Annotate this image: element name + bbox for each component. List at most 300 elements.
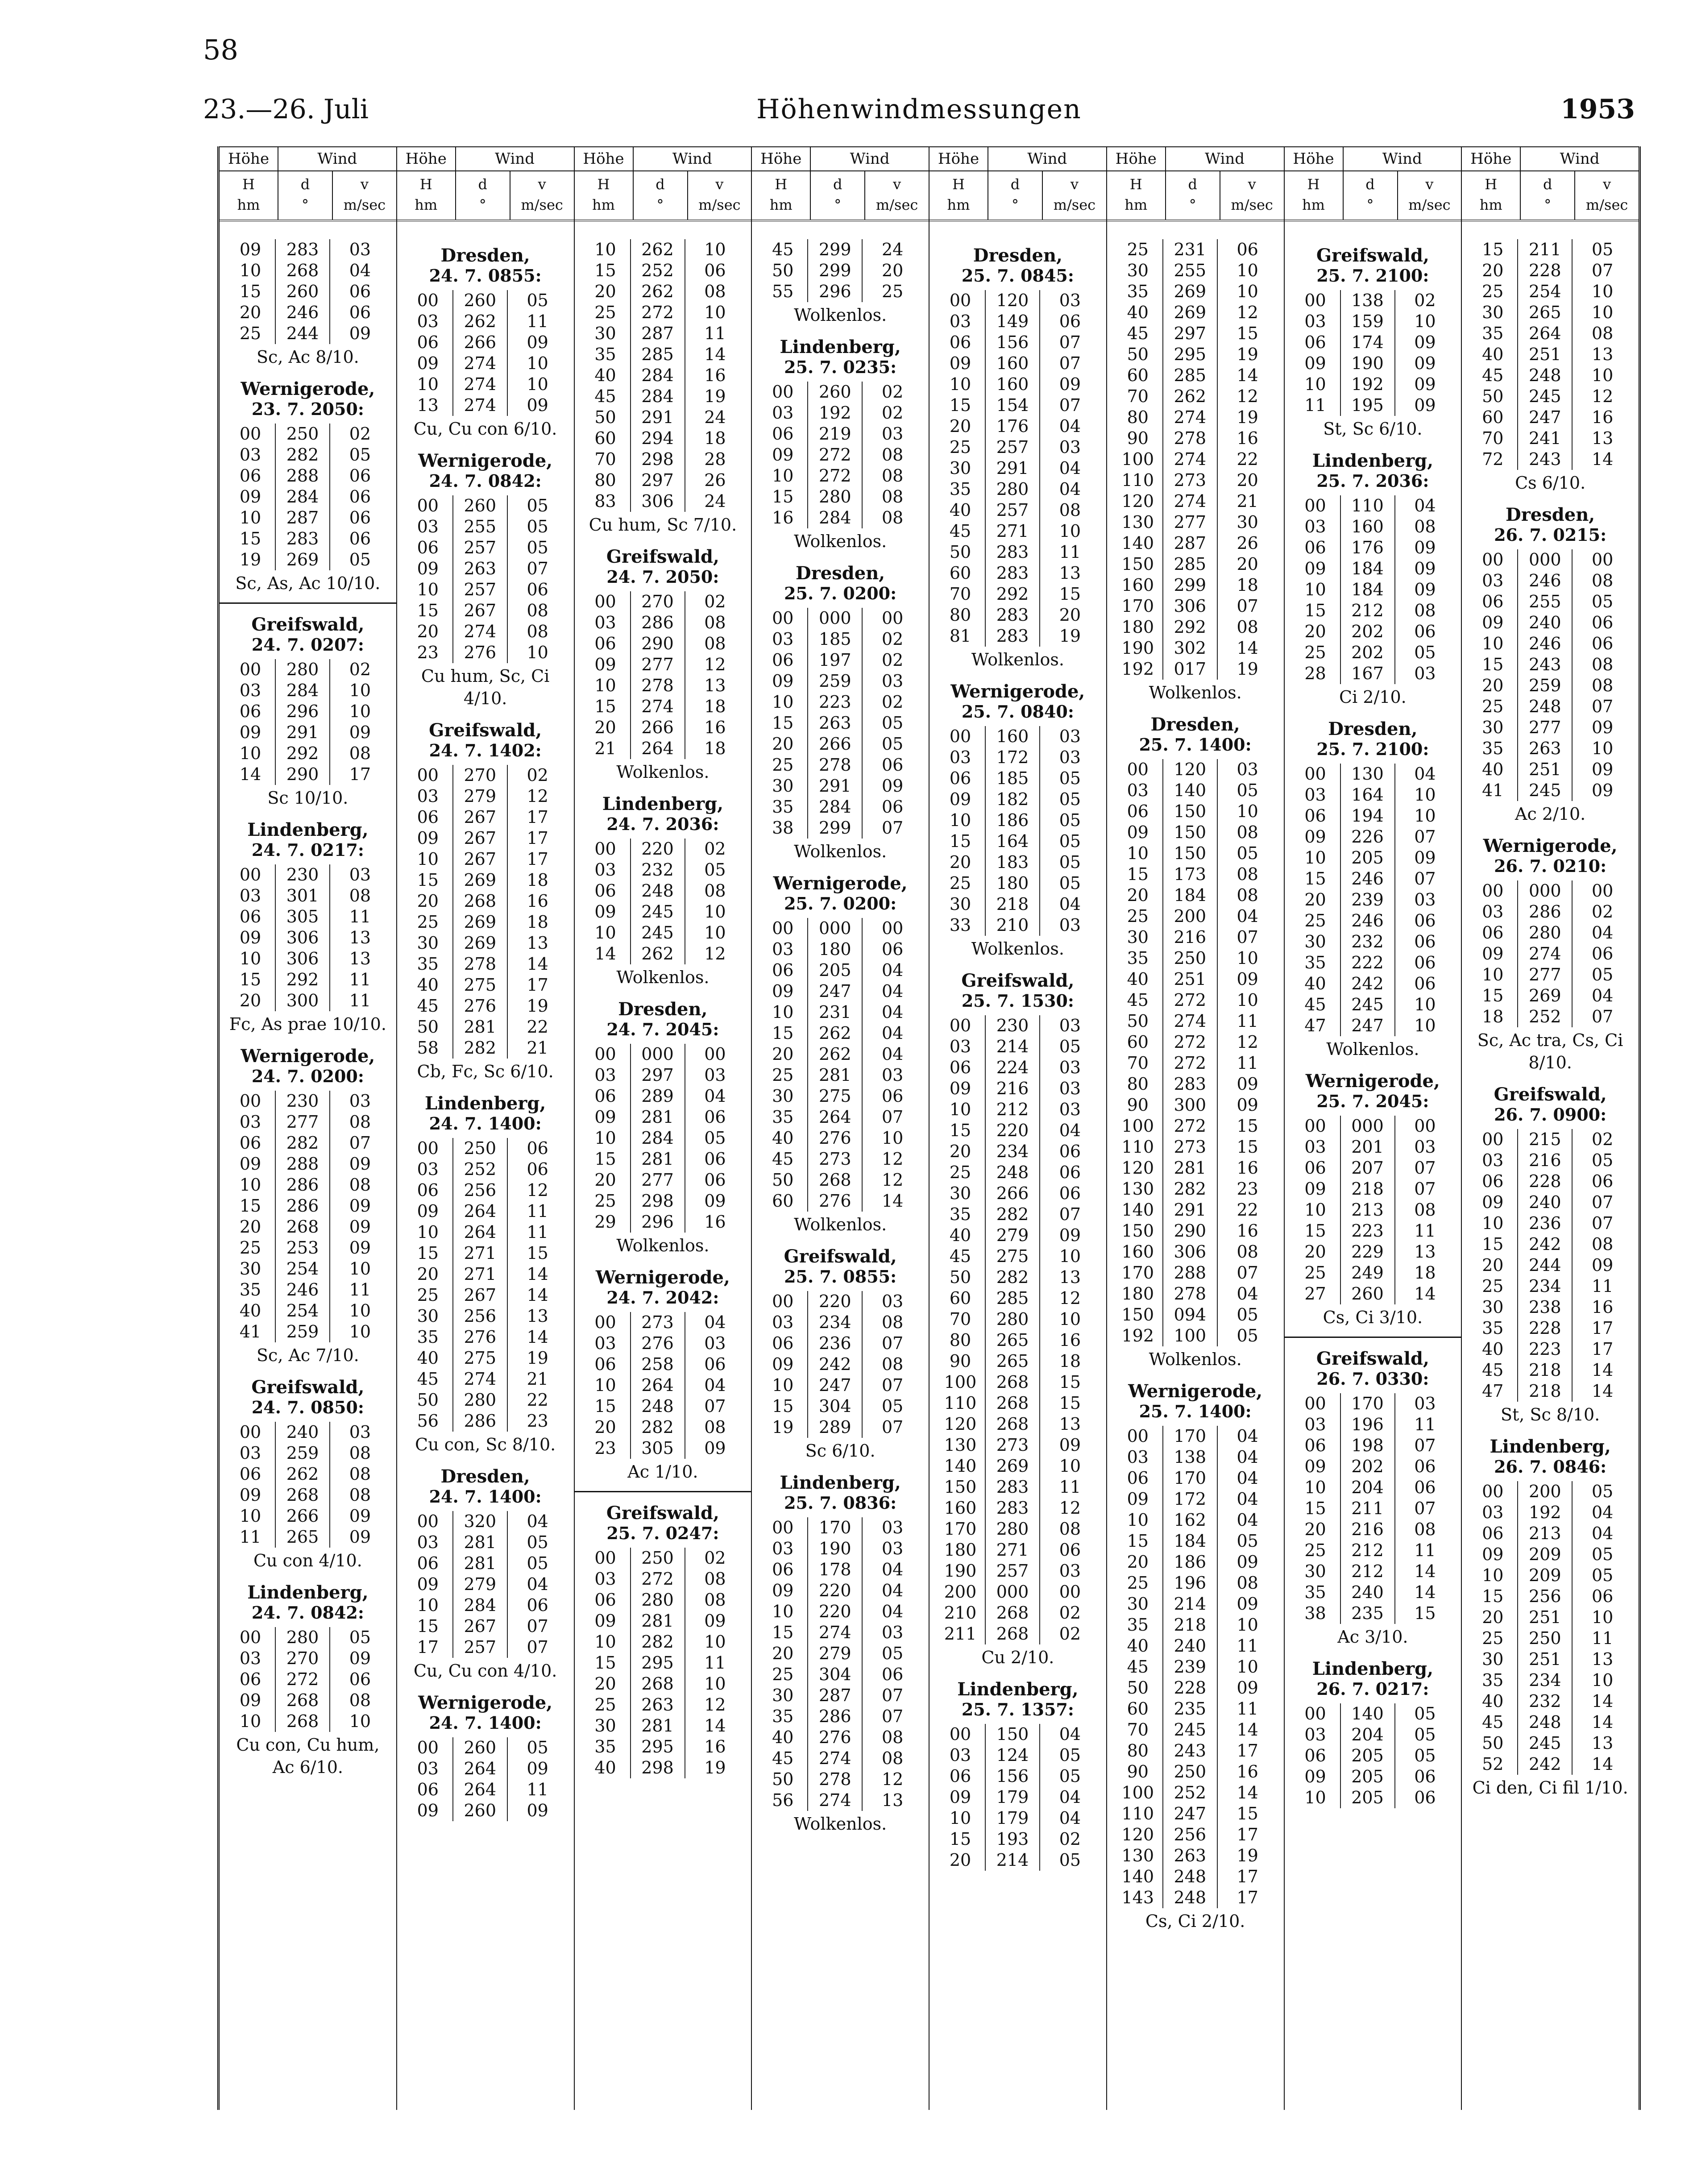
speed-cell: 02 xyxy=(349,660,371,679)
height-cell: 00 xyxy=(594,1312,616,1332)
direction-cell: 246 xyxy=(275,1279,330,1300)
table-row xyxy=(1113,1594,1278,1615)
table-column xyxy=(1106,146,1284,2110)
height-cell: 10 xyxy=(772,1602,794,1621)
direction-cell: 267 xyxy=(452,1285,508,1306)
speed-cell: 10 xyxy=(349,1259,371,1279)
table-row xyxy=(936,605,1100,626)
height-cell: 30 xyxy=(1482,303,1504,322)
height-cell: 09 xyxy=(1304,1767,1326,1786)
station-datetime: 24. 7. 0217: xyxy=(251,840,364,860)
speed-cell: 12 xyxy=(1059,1498,1081,1518)
table-row xyxy=(581,1396,745,1417)
speed-cell: 10 xyxy=(704,1632,726,1652)
direction-cell: 265 xyxy=(1517,302,1573,323)
height-cell: 20 xyxy=(949,1142,971,1161)
height-cell: 80 xyxy=(949,1330,971,1350)
header-row-2 xyxy=(575,171,751,221)
direction-cell: 292 xyxy=(985,584,1040,605)
cloud-note: Wolkenlos. xyxy=(971,939,1064,959)
direction-cell: 299 xyxy=(1162,575,1218,596)
table-row xyxy=(1468,612,1632,633)
station-name: Greifswald, xyxy=(1316,245,1429,266)
direction-cell: 275 xyxy=(985,1246,1040,1267)
speed-cell: 05 xyxy=(1237,1531,1258,1551)
table-row xyxy=(581,1149,745,1170)
table-row xyxy=(1468,759,1632,780)
h-label: H xyxy=(1485,176,1498,193)
deg-label: ° xyxy=(302,196,309,213)
height-cell: 30 xyxy=(1127,927,1149,947)
table-row xyxy=(1468,1276,1632,1297)
height-cell: 60 xyxy=(1127,365,1149,385)
table-row xyxy=(1113,1657,1278,1677)
height-cell: 00 xyxy=(417,496,439,515)
table-row xyxy=(1113,990,1278,1011)
station-block xyxy=(226,615,390,809)
height-cell: 211 xyxy=(944,1624,977,1644)
speed-cell: 18 xyxy=(527,870,548,890)
station-name: Lindenberg, xyxy=(424,1093,546,1114)
table-row xyxy=(1468,1234,1632,1255)
direction-cell: 280 xyxy=(807,486,863,507)
speed-cell: 11 xyxy=(349,991,371,1010)
speed-cell: 30 xyxy=(1237,512,1258,532)
height-cell: 00 xyxy=(772,1291,794,1311)
direction-cell: 291 xyxy=(807,776,863,797)
station-datetime: 25. 7. 2100: xyxy=(1316,266,1429,286)
height-cell: 20 xyxy=(417,891,439,911)
direction-cell: 251 xyxy=(1517,1649,1573,1670)
header-row-2 xyxy=(397,171,574,221)
speed-cell: 03 xyxy=(1059,747,1081,767)
h-header xyxy=(220,171,278,220)
speed-cell: 07 xyxy=(1059,1204,1081,1224)
height-cell: 40 xyxy=(594,365,616,385)
station-name: Lindenberg, xyxy=(780,1472,901,1493)
speed-cell: 02 xyxy=(704,1548,726,1568)
speed-cell: 04 xyxy=(1237,1468,1258,1488)
speed-cell: 06 xyxy=(704,1170,726,1190)
speed-cell: 16 xyxy=(704,1737,726,1756)
height-cell: 20 xyxy=(772,1644,794,1663)
direction-cell: 283 xyxy=(985,1498,1040,1519)
speed-cell: 09 xyxy=(1591,760,1614,779)
height-cell: 06 xyxy=(417,1180,439,1200)
table-row xyxy=(758,1580,922,1601)
direction-cell: 286 xyxy=(807,1706,863,1727)
height-cell: 50 xyxy=(417,1390,439,1410)
wind-table xyxy=(217,146,1641,2110)
height-cell: 06 xyxy=(1304,806,1326,826)
direction-cell: 300 xyxy=(275,990,330,1011)
direction-cell: 299 xyxy=(807,260,863,281)
speed-cell: 08 xyxy=(1237,822,1258,842)
speed-cell: 10 xyxy=(1591,365,1614,385)
height-cell: 00 xyxy=(417,1138,439,1158)
direction-cell: 280 xyxy=(985,479,1040,500)
speed-cell: 18 xyxy=(527,912,548,932)
speed-cell: 05 xyxy=(704,860,726,880)
speed-cell: 17 xyxy=(1591,1339,1614,1359)
table-row xyxy=(936,915,1100,936)
height-cell: 35 xyxy=(594,345,616,364)
cloud-note: Wolkenlos. xyxy=(1149,683,1242,702)
station-datetime: 24. 7. 2036: xyxy=(606,814,719,834)
height-cell: 06 xyxy=(594,1354,616,1374)
speed-cell: 08 xyxy=(1591,655,1614,674)
h-label: H xyxy=(1307,176,1320,193)
table-row xyxy=(581,386,745,407)
height-cell: 06 xyxy=(1304,1746,1326,1765)
height-cell: 03 xyxy=(1304,311,1326,331)
table-row xyxy=(1113,801,1278,822)
direction-cell: 220 xyxy=(807,1580,863,1601)
page-number: 58 xyxy=(203,33,238,66)
table-row xyxy=(1113,1221,1278,1241)
height-cell: 23 xyxy=(417,643,439,662)
speed-cell: 10 xyxy=(1591,1670,1614,1690)
table-row xyxy=(1468,1129,1632,1150)
height-cell: 06 xyxy=(949,332,971,352)
table-row xyxy=(581,239,745,260)
height-cell: 15 xyxy=(594,1396,616,1416)
cloud-note: Sc, Ac 8/10. xyxy=(257,347,359,367)
direction-cell: 284 xyxy=(275,486,330,507)
table-row xyxy=(936,726,1100,747)
height-cell: 140 xyxy=(1121,533,1154,553)
height-cell: 140 xyxy=(944,1456,977,1476)
speed-cell: 03 xyxy=(881,1539,904,1558)
height-cell: 30 xyxy=(594,324,616,343)
speed-cell: 08 xyxy=(349,743,371,763)
height-cell: 06 xyxy=(239,1464,261,1484)
direction-cell: 263 xyxy=(1162,1845,1218,1866)
speed-cell: 08 xyxy=(1237,885,1258,905)
height-cell: 40 xyxy=(594,1758,616,1777)
table-row xyxy=(758,608,922,629)
table-row xyxy=(1291,1393,1455,1414)
height-cell: 25 xyxy=(1482,1628,1504,1648)
divider xyxy=(220,602,396,604)
direction-cell: 282 xyxy=(985,1267,1040,1288)
d-header xyxy=(811,171,865,220)
h-header xyxy=(1462,171,1521,220)
height-cell: 00 xyxy=(239,660,261,679)
station-datetime: 24. 7. 0842: xyxy=(251,1603,364,1623)
speed-cell: 09 xyxy=(1237,1095,1258,1115)
station-datetime: 24. 7. 1400: xyxy=(429,1713,542,1733)
table-row xyxy=(1291,1477,1455,1498)
station-name: Greifswald, xyxy=(961,970,1075,991)
direction-cell: 193 xyxy=(985,1829,1040,1850)
height-cell: 14 xyxy=(239,764,261,784)
station-name: Lindenberg, xyxy=(602,793,724,814)
speed-cell: 12 xyxy=(527,1180,548,1200)
speed-cell: 03 xyxy=(1414,1137,1436,1157)
height-cell: 03 xyxy=(949,1037,971,1056)
station-block xyxy=(403,720,568,1083)
speed-cell: 14 xyxy=(1414,1561,1436,1581)
height-cell: 100 xyxy=(944,1372,977,1392)
table-row xyxy=(758,403,922,424)
speed-cell: 21 xyxy=(1237,491,1258,511)
speed-cell: 13 xyxy=(349,949,371,968)
direction-cell: 287 xyxy=(1162,533,1218,554)
direction-cell: 276 xyxy=(452,642,508,663)
table-row xyxy=(403,891,568,912)
direction-cell: 277 xyxy=(275,1112,330,1133)
table-row xyxy=(1113,1241,1278,1262)
direction-cell: 278 xyxy=(807,755,863,776)
height-cell: 20 xyxy=(949,852,971,872)
table-row xyxy=(226,444,390,465)
speed-cell: 11 xyxy=(1237,1699,1258,1719)
speed-cell: 06 xyxy=(1237,240,1258,259)
direction-cell: 262 xyxy=(452,311,508,332)
height-cell: 06 xyxy=(417,1780,439,1799)
table-row xyxy=(1291,1137,1455,1158)
table-row xyxy=(403,1369,568,1390)
direction-cell: 281 xyxy=(630,1715,685,1736)
h-header xyxy=(1107,171,1166,220)
table-row xyxy=(581,696,745,717)
speed-cell: 16 xyxy=(1237,1158,1258,1178)
date-range: 23.—26. Juli xyxy=(203,94,369,125)
height-cell: 35 xyxy=(1127,948,1149,968)
direction-cell: 298 xyxy=(630,1757,685,1778)
table-row xyxy=(1291,1787,1455,1808)
height-cell: 45 xyxy=(417,1369,439,1389)
height-cell: 20 xyxy=(1482,676,1504,695)
table-row xyxy=(1113,281,1278,302)
height-cell: 00 xyxy=(1127,1426,1149,1446)
speed-cell: 14 xyxy=(704,345,726,364)
table-row xyxy=(581,1212,745,1233)
direction-cell: 192 xyxy=(1340,374,1395,395)
height-cell: 00 xyxy=(239,1422,261,1442)
table-row xyxy=(581,302,745,323)
speed-cell: 05 xyxy=(1591,1565,1614,1585)
height-cell: 35 xyxy=(949,479,971,499)
table-row xyxy=(581,470,745,491)
table-row xyxy=(403,1243,568,1264)
height-cell: 10 xyxy=(772,1002,794,1022)
height-cell: 03 xyxy=(1304,1725,1326,1744)
speed-cell: 09 xyxy=(1059,1435,1081,1455)
table-row xyxy=(1468,1318,1632,1339)
direction-cell: 282 xyxy=(275,444,330,465)
speed-cell: 12 xyxy=(881,1769,904,1789)
height-cell: 100 xyxy=(1121,449,1154,469)
hoehe-header: Höhe xyxy=(220,147,278,170)
direction-cell: 282 xyxy=(275,1133,330,1154)
cloud-note: Wolkenlos. xyxy=(794,1215,887,1234)
table-row xyxy=(1113,969,1278,990)
measurement-rows xyxy=(758,239,922,302)
speed-cell: 05 xyxy=(881,1644,904,1663)
d-label: d xyxy=(656,176,665,193)
direction-cell: 185 xyxy=(985,768,1040,789)
table-row xyxy=(1468,1006,1632,1027)
height-cell: 80 xyxy=(1127,1074,1149,1094)
speed-cell: 09 xyxy=(527,395,548,415)
table-row xyxy=(581,1632,745,1653)
table-row xyxy=(1468,1339,1632,1360)
direction-cell: 268 xyxy=(452,891,508,912)
table-row xyxy=(936,1309,1100,1330)
table-row xyxy=(1291,332,1455,353)
table-row xyxy=(1113,1782,1278,1803)
speed-cell: 23 xyxy=(527,1411,548,1431)
direction-cell: 282 xyxy=(1162,1179,1218,1200)
table-row xyxy=(581,1191,745,1212)
height-cell: 30 xyxy=(417,1306,439,1326)
cloud-note: Wolkenlos. xyxy=(794,531,887,551)
height-cell: 10 xyxy=(594,1375,616,1395)
speed-cell: 10 xyxy=(1237,948,1258,968)
direction-cell: 234 xyxy=(1517,1276,1573,1297)
height-cell: 15 xyxy=(1304,1221,1326,1241)
table-row xyxy=(581,449,745,470)
table-row xyxy=(226,239,390,260)
speed-cell: 20 xyxy=(1237,470,1258,490)
station-datetime: 26. 7. 0846: xyxy=(1494,1457,1607,1477)
direction-cell: 262 xyxy=(807,1044,863,1065)
direction-cell: 257 xyxy=(985,437,1040,458)
direction-cell: 269 xyxy=(1517,985,1573,1006)
speed-cell: 18 xyxy=(704,697,726,716)
height-cell: 03 xyxy=(594,1065,616,1085)
msec-label: m/sec xyxy=(876,196,918,213)
speed-cell: 15 xyxy=(1059,1393,1081,1413)
height-cell: 30 xyxy=(949,458,971,478)
station-name: Wernigerode, xyxy=(241,1046,375,1067)
height-cell: 25 xyxy=(1482,282,1504,301)
wind-header: Wind xyxy=(1560,150,1600,168)
height-cell: 50 xyxy=(594,407,616,427)
height-cell: 20 xyxy=(949,1850,971,1870)
table-row xyxy=(758,424,922,444)
direction-cell: 266 xyxy=(807,734,863,755)
direction-cell: 266 xyxy=(630,717,685,738)
cloud-note: Ci 2/10. xyxy=(1339,687,1407,707)
table-row xyxy=(936,1393,1100,1414)
direction-cell: 296 xyxy=(630,1212,685,1233)
table-column xyxy=(220,146,396,2110)
table-row xyxy=(936,500,1100,521)
speed-cell: 18 xyxy=(704,739,726,758)
speed-cell: 07 xyxy=(1591,1192,1614,1212)
height-cell: 70 xyxy=(949,1309,971,1329)
direction-cell: 162 xyxy=(1162,1510,1218,1531)
d-header xyxy=(278,171,333,220)
measurement-rows xyxy=(581,1312,745,1459)
cloud-note: Wolkenlos. xyxy=(616,1236,710,1255)
speed-cell: 19 xyxy=(527,1348,548,1368)
speed-cell: 04 xyxy=(1237,1426,1258,1446)
speed-cell: 11 xyxy=(1414,1415,1436,1434)
station-datetime: 24. 7. 2045: xyxy=(606,1019,719,1039)
speed-cell: 07 xyxy=(1414,869,1436,889)
table-row xyxy=(1468,1381,1632,1402)
table-row xyxy=(758,1417,922,1438)
direction-cell: 277 xyxy=(630,1170,685,1191)
height-cell: 10 xyxy=(417,1222,439,1242)
measurement-rows xyxy=(226,659,390,785)
speed-cell: 06 xyxy=(1414,953,1436,972)
speed-cell: 06 xyxy=(881,797,904,817)
station-name: Dresden, xyxy=(440,1466,530,1487)
table-row xyxy=(1113,1262,1278,1283)
direction-cell: 271 xyxy=(452,1264,508,1285)
table-row xyxy=(758,1685,922,1706)
table-row xyxy=(581,344,745,365)
msec-label: m/sec xyxy=(521,196,563,213)
direction-cell: 201 xyxy=(1340,1137,1395,1158)
cloud-note: Sc, Ac tra, Cs, Ci 8/10. xyxy=(1477,1030,1623,1072)
speed-cell: 14 xyxy=(1591,1754,1614,1774)
table-row xyxy=(936,1787,1100,1808)
h-label: H xyxy=(952,176,965,193)
direction-cell: 257 xyxy=(452,579,508,600)
height-cell: 20 xyxy=(417,1264,439,1284)
direction-cell: 120 xyxy=(985,290,1040,311)
direction-cell: 242 xyxy=(1340,973,1395,994)
height-cell: 180 xyxy=(1121,617,1154,637)
v-label: v xyxy=(715,176,724,193)
measurement-rows xyxy=(581,839,745,964)
table-row xyxy=(581,323,745,344)
table-row xyxy=(226,1443,390,1464)
height-cell: 45 xyxy=(1482,1712,1504,1732)
height-cell: 25 xyxy=(772,1665,794,1684)
direction-cell: 290 xyxy=(1162,1221,1218,1241)
v-header xyxy=(333,171,396,220)
hoehe-header: Höhe xyxy=(1462,147,1521,170)
table-row xyxy=(226,1196,390,1217)
height-cell: 09 xyxy=(949,789,971,809)
station-block xyxy=(1291,1071,1455,1338)
height-cell: 06 xyxy=(772,650,794,670)
height-cell: 170 xyxy=(1121,1263,1154,1283)
height-cell: 10 xyxy=(1304,848,1326,868)
speed-cell: 05 xyxy=(1059,852,1081,872)
height-cell: 130 xyxy=(944,1435,977,1455)
speed-cell: 09 xyxy=(1237,1594,1258,1614)
height-cell: 09 xyxy=(417,828,439,848)
direction-cell: 214 xyxy=(985,1036,1040,1057)
height-cell: 03 xyxy=(417,1532,439,1552)
table-row xyxy=(936,416,1100,437)
speed-cell: 12 xyxy=(881,1170,904,1190)
speed-cell: 19 xyxy=(1237,1846,1258,1865)
speed-cell: 12 xyxy=(704,944,726,963)
table-row xyxy=(581,1417,745,1438)
height-cell: 45 xyxy=(772,240,794,259)
speed-cell: 11 xyxy=(1059,542,1081,562)
station-block xyxy=(758,1473,922,1835)
table-row xyxy=(1291,353,1455,374)
header-row-2 xyxy=(929,171,1106,221)
table-row xyxy=(1291,973,1455,994)
speed-cell: 06 xyxy=(1591,613,1614,632)
direction-cell: 269 xyxy=(275,549,330,570)
page-header xyxy=(203,94,1635,134)
speed-cell: 13 xyxy=(1059,1414,1081,1434)
station-block xyxy=(403,1093,568,1456)
speed-cell: 06 xyxy=(1414,932,1436,951)
